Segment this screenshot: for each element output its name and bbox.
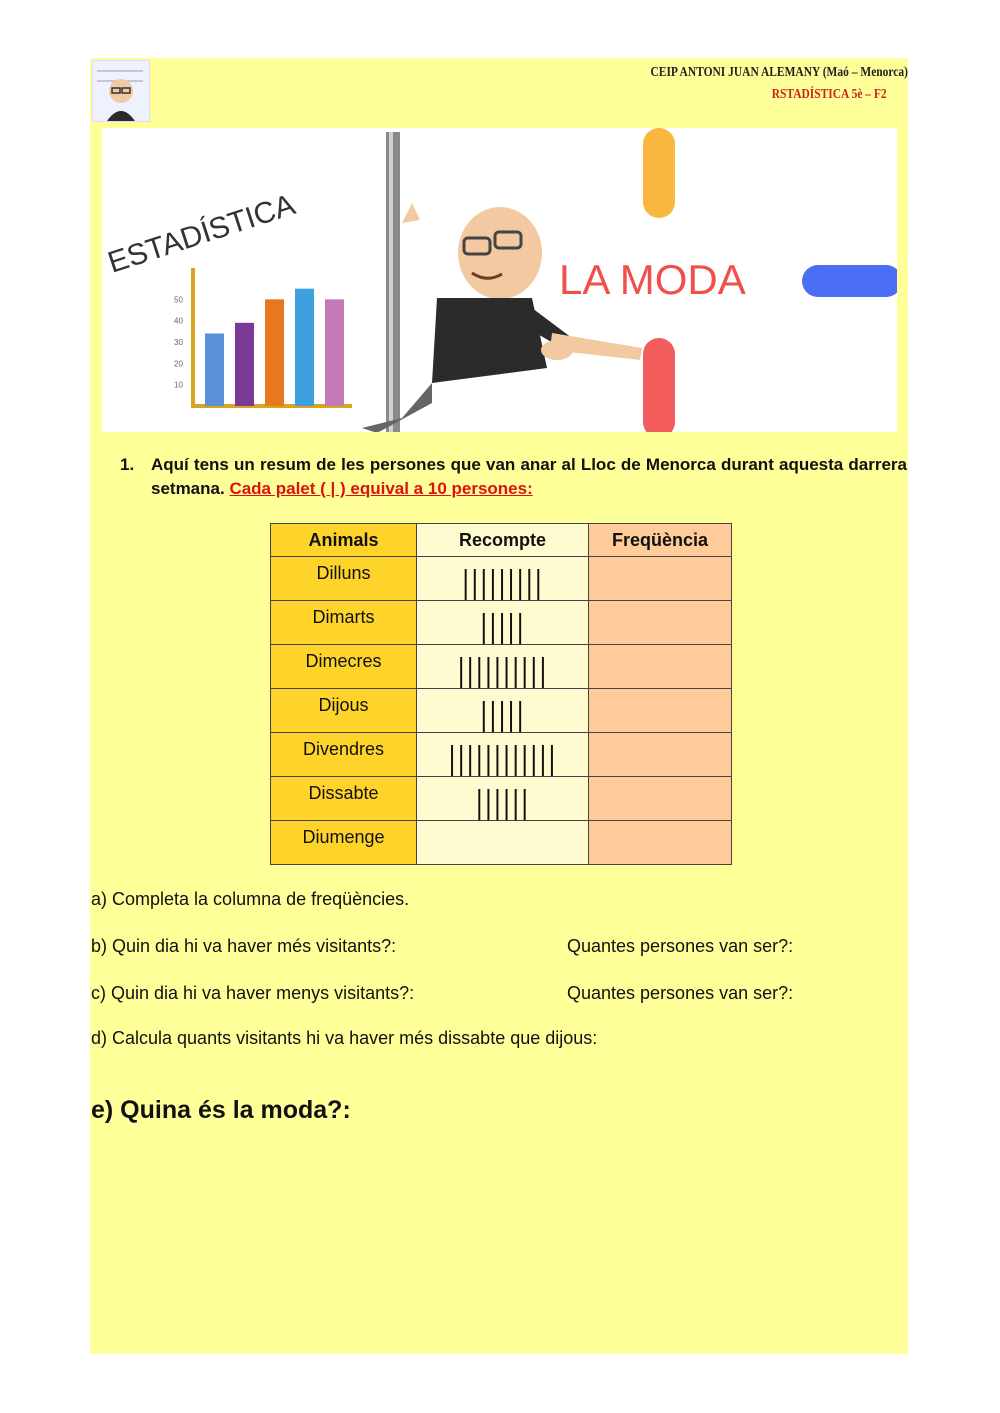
banner xyxy=(102,128,897,432)
tally-marks: ||||| xyxy=(479,695,526,733)
header-recompte: Recompte xyxy=(417,524,589,557)
mini-chart-tick-label: 30 xyxy=(174,338,183,347)
mini-chart-bar xyxy=(325,299,344,406)
tally-table xyxy=(270,523,732,865)
mini-chart-tick-label: 40 xyxy=(174,316,183,326)
frequency-input-cell[interactable] xyxy=(589,557,732,601)
day-cell: Diumenge xyxy=(302,827,385,847)
frequency-input-cell[interactable] xyxy=(589,645,732,689)
mini-chart-tick-label: 20 xyxy=(174,359,183,369)
mini-chart-bar xyxy=(205,333,224,406)
table-row xyxy=(271,689,732,733)
question-c-count: Quantes persones van ser?: xyxy=(567,983,794,1003)
frequency-input-cell[interactable] xyxy=(589,689,732,733)
table-row xyxy=(271,733,732,777)
table-row xyxy=(271,645,732,689)
question-1 xyxy=(120,453,907,501)
subject-code: RSTADÍSTICA 5è – F2 xyxy=(771,87,887,102)
school-header xyxy=(651,62,908,106)
question-c: c) Quin dia hi va haver menys visitants?: xyxy=(91,983,415,1003)
tally-marks: ||||| xyxy=(479,607,526,645)
banner-estadistica-word: ESTADÍSTICA xyxy=(103,188,300,280)
question-a: a) Completa la columna de freqüències. xyxy=(91,889,410,909)
header-animals: Animals xyxy=(271,524,417,557)
table-row xyxy=(271,821,732,865)
day-cell: Divendres xyxy=(302,739,385,759)
question-d: d) Calcula quants visitants hi va haver més dissabte que dijous: xyxy=(91,1028,598,1048)
day-cell: Dissabte xyxy=(308,783,379,803)
tally-marks: |||||| xyxy=(475,783,530,821)
tally-marks: ||||||||| xyxy=(461,563,544,601)
day-cell: Dimarts xyxy=(312,607,375,627)
day-cell: Dimecres xyxy=(305,651,382,671)
decor-bar-yellow xyxy=(643,128,675,218)
table-row xyxy=(271,777,732,821)
frequency-input-cell[interactable] xyxy=(589,821,732,865)
frequency-input-cell[interactable] xyxy=(589,777,732,821)
table-row xyxy=(271,601,732,645)
school-name: CEIP ANTONI JUAN ALEMANY (Maó – Menorca) xyxy=(650,65,908,80)
table-header-row xyxy=(271,524,732,557)
bitmoji-character xyxy=(362,203,642,432)
question-1-number: 1. xyxy=(120,455,135,474)
question-b-count: Quantes persones van ser?: xyxy=(567,936,794,956)
mini-chart-bar xyxy=(295,289,314,406)
decor-bar-blue xyxy=(802,265,897,297)
banner-title: LA MODA xyxy=(559,256,746,303)
mini-chart-tick-label: 50 xyxy=(174,295,183,305)
question-b: b) Quin dia hi va haver més visitants?: xyxy=(91,936,397,956)
mini-chart-bar xyxy=(265,299,284,406)
question-1-highlight: Cada palet ( | ) equival a 10 persones: xyxy=(229,479,533,498)
day-cell: Dilluns xyxy=(316,563,371,583)
header-frequencia: Freqüència xyxy=(589,524,732,557)
frequency-input-cell[interactable] xyxy=(589,733,732,777)
mini-chart-bar xyxy=(235,323,254,406)
table-row xyxy=(271,557,732,601)
mini-chart-tick-label: 10 xyxy=(174,380,183,390)
tally-marks: |||||||||| xyxy=(457,651,548,689)
frequency-input-cell[interactable] xyxy=(589,601,732,645)
question-1-text: Aquí tens un resum de les persones que van anar al Lloc de Menorca durant aquesta darrera setmana. xyxy=(151,455,907,498)
decor-bar-red xyxy=(643,338,675,432)
day-cell: Dijous xyxy=(318,695,369,715)
tally-marks: |||||||||||| xyxy=(447,739,558,777)
question-e: e) Quina és la moda?: xyxy=(91,1096,351,1124)
teacher-avatar-logo xyxy=(92,60,150,122)
